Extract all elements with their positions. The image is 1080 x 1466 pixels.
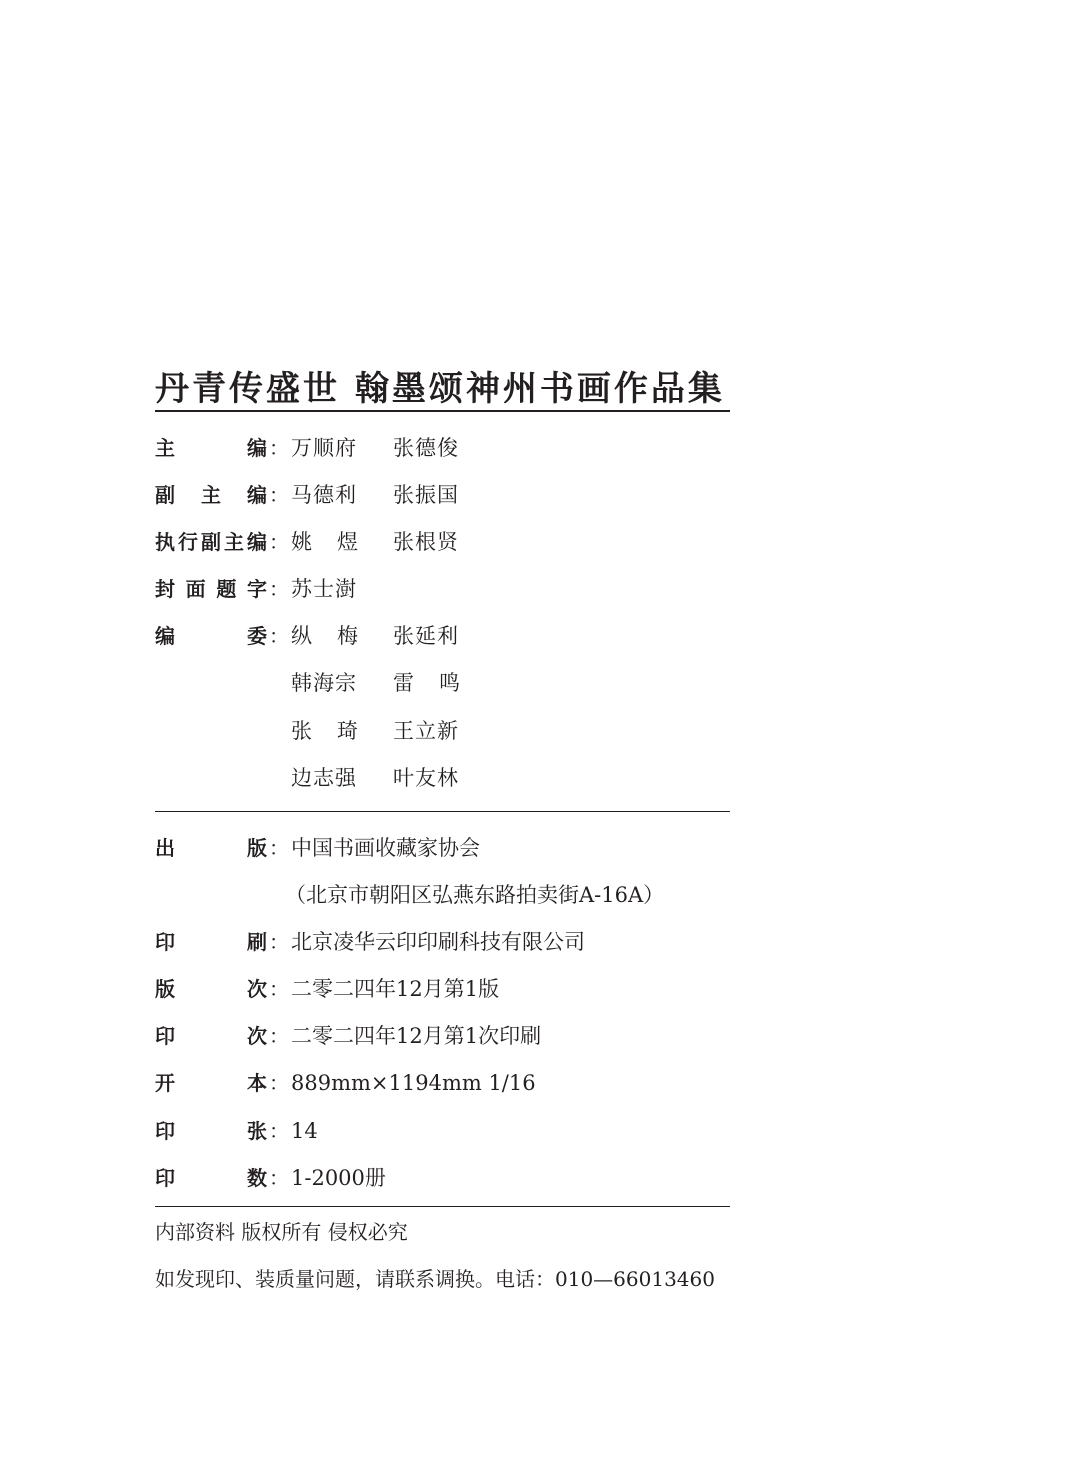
label-char: 印 (155, 1166, 175, 1190)
label-colon: ： (269, 1166, 289, 1190)
label-char: 印 (155, 930, 175, 954)
label-char: 封 (155, 577, 175, 601)
section-divider (155, 1206, 730, 1207)
label-char: 出 (155, 836, 175, 860)
field-label (155, 480, 267, 510)
label-char: 行 (178, 530, 198, 554)
editor-name: 苏士澍 (291, 577, 357, 601)
publication-value: 889mm×1194mm 1/16 (291, 1071, 536, 1095)
label-char: 副 (201, 530, 221, 554)
label-colon: ： (269, 577, 289, 601)
publication-value: 北京凌华云印印刷科技有限公司 (291, 930, 585, 954)
label-char: 执 (155, 530, 175, 554)
field-label (155, 527, 267, 557)
label-char: 面 (185, 577, 206, 601)
publication-value: 14 (291, 1119, 318, 1143)
label-colon: ： (269, 483, 289, 507)
label-char: 印 (155, 1119, 175, 1143)
contact-notice: 如发现印、装质量问题，请联系调换。电话：010—66013460 (155, 1267, 715, 1291)
publication-value: 二零二四年12月第1版 (291, 977, 500, 1001)
book-title: 丹青传盛世 翰墨颂神州书画作品集 (155, 369, 725, 409)
label-colon: ： (269, 1119, 289, 1143)
label-char: 版 (155, 977, 175, 1001)
label-colon: ： (269, 930, 289, 954)
label-char: 版 (247, 836, 267, 860)
label-char: 委 (247, 624, 267, 648)
field-label (155, 1116, 267, 1146)
label-char: 次 (247, 1024, 267, 1048)
section-divider (155, 811, 730, 812)
label-colon: ： (269, 1024, 289, 1048)
field-label (155, 974, 267, 1004)
label-char: 编 (247, 436, 267, 460)
field-label (155, 833, 267, 863)
label-char: 编 (155, 624, 175, 648)
field-label (155, 1163, 267, 1193)
editor-name: 张根贤 (393, 530, 459, 554)
field-label (155, 1021, 267, 1051)
editor-name: 韩海宗 (291, 671, 357, 695)
editor-name: 张德俊 (393, 436, 459, 460)
label-char: 主 (155, 436, 175, 460)
title-rule (155, 410, 730, 412)
label-char: 字 (246, 577, 267, 601)
editor-name: 张 琦 (291, 719, 359, 743)
label-colon: ： (269, 436, 289, 460)
field-label (155, 927, 267, 957)
publication-value: 中国书画收藏家协会 (291, 836, 480, 860)
label-char: 编 (247, 483, 267, 507)
label-char: 次 (247, 977, 267, 1001)
editor-name: 雷 鸣 (393, 671, 461, 695)
label-colon: ： (269, 530, 289, 554)
field-label (155, 574, 267, 604)
editor-name: 姚 煜 (291, 530, 359, 554)
editor-name: 纵 梅 (291, 624, 359, 648)
label-char: 本 (247, 1071, 267, 1095)
editor-name: 张振国 (393, 483, 459, 507)
publication-value: 二零二四年12月第1次印刷 (291, 1024, 542, 1048)
label-char: 主 (224, 530, 244, 554)
field-label (155, 1068, 267, 1098)
label-char: 副 (155, 483, 175, 507)
field-label (155, 433, 267, 463)
label-colon: ： (269, 977, 289, 1001)
label-colon: ： (269, 836, 289, 860)
label-char: 开 (155, 1071, 175, 1095)
label-char: 张 (247, 1119, 267, 1143)
publication-value: 1-2000册 (291, 1166, 386, 1190)
rights-notice: 内部资料 版权所有 侵权必究 (155, 1220, 408, 1244)
editor-name: 张延利 (393, 624, 459, 648)
label-char: 题 (216, 577, 237, 601)
editor-name: 王立新 (393, 719, 459, 743)
publication-value: （北京市朝阳区弘燕东路拍卖街A-16A） (285, 883, 665, 907)
label-char: 数 (247, 1166, 267, 1190)
editor-name: 叶友林 (393, 766, 459, 790)
label-char: 印 (155, 1024, 175, 1048)
editor-name: 边志强 (291, 766, 357, 790)
field-label (155, 621, 267, 651)
label-colon: ： (269, 1071, 289, 1095)
editor-name: 万顺府 (291, 436, 357, 460)
label-char: 刷 (247, 930, 267, 954)
label-colon: ： (269, 624, 289, 648)
label-char: 编 (247, 530, 267, 554)
editor-name: 马德利 (291, 483, 357, 507)
label-char: 主 (201, 483, 221, 507)
